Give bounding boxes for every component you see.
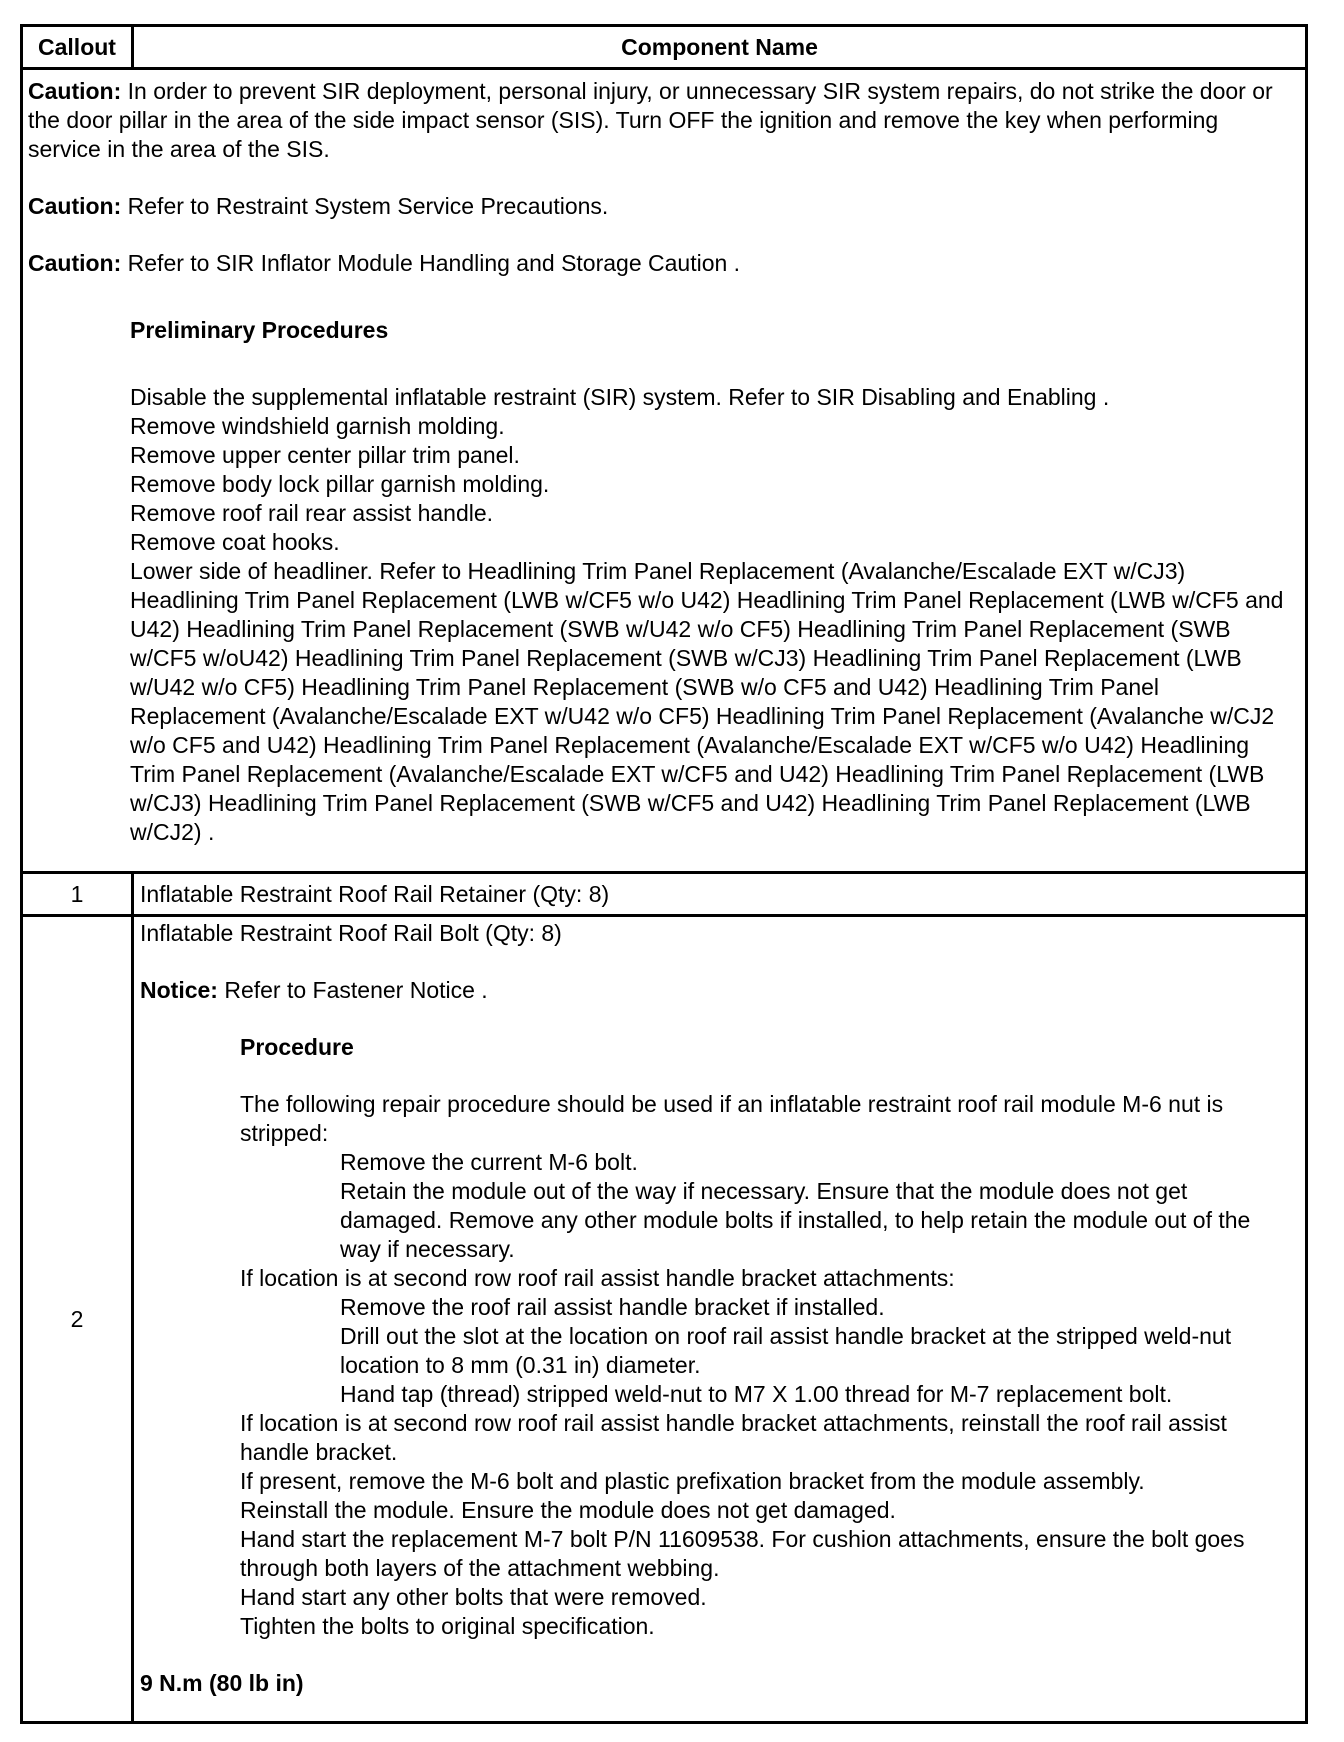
component-name: Inflatable Restraint Roof Rail Retainer (Qty: 8) <box>140 881 610 907</box>
procedure-intro: The following repair procedure should be used if an inflatable restraint roof rail module M-6 nut is stripped: <box>240 1091 1224 1146</box>
caution-label: Caution: <box>28 193 122 219</box>
prelim-step: Remove body lock pillar garnish molding. <box>130 471 550 497</box>
preliminary-procedures-title: Preliminary Procedures <box>130 317 389 343</box>
prelim-step: Remove windshield garnish molding. <box>130 413 505 439</box>
procedure-step: If present, remove the M-6 bolt and plastic prefixation bracket from the module assembly. <box>240 1468 1145 1494</box>
caution-label: Caution: <box>28 250 122 276</box>
table-row <box>23 874 1305 917</box>
procedure-substep: Remove the current M-6 bolt. <box>340 1149 638 1175</box>
procedure-step: If location is at second row roof rail assist handle bracket attachments: <box>240 1265 955 1291</box>
procedure-substep: Remove the roof rail assist handle bracket if installed. <box>340 1294 885 1320</box>
caution-text: Refer to Restraint System Service Precautions. <box>127 193 609 219</box>
procedure-substep: Retain the module out of the way if necessary. Ensure that the module does not get damaged. Remove any other module bolts if installed, to help retain the module out of the way if necessary. <box>340 1178 1251 1262</box>
component-table <box>20 24 1308 1724</box>
torque-spec: 9 N.m (80 lb in) <box>140 1670 304 1696</box>
notice-label: Notice: <box>140 977 218 1003</box>
component-name: Inflatable Restraint Roof Rail Bolt (Qty: 8) <box>140 920 562 946</box>
prelim-step: Remove upper center pillar trim panel. <box>130 442 520 468</box>
procedure-title: Procedure <box>240 1034 354 1060</box>
caution-text: In order to prevent SIR deployment, personal injury, or unnecessary SIR system repairs, do not strike the door or the door pillar in the area of the side impact sensor (SIS). Turn OFF the ignition and remove the key when performing service in the area of the SIS. <box>28 78 1273 162</box>
caution-3 <box>28 249 1297 278</box>
table-header <box>23 27 1305 70</box>
callout-number: 1 <box>23 874 134 914</box>
caution-1 <box>28 77 1297 164</box>
caution-text: Refer to SIR Inflator Module Handling and Storage Caution . <box>127 250 741 276</box>
header-component-name: Component Name <box>621 34 818 60</box>
caution-2 <box>28 192 1297 221</box>
notice-text: Refer to Fastener Notice . <box>224 977 488 1003</box>
caution-label: Caution: <box>28 78 122 104</box>
callout-number: 2 <box>23 917 134 1721</box>
procedure-step: Hand start any other bolts that were removed. <box>240 1584 707 1610</box>
procedure-substep: Hand tap (thread) stripped weld-nut to M7 X 1.00 thread for M-7 replacement bolt. <box>340 1381 1173 1407</box>
procedure-step: Reinstall the module. Ensure the module does not get damaged. <box>240 1497 896 1523</box>
prelim-step: Remove roof rail rear assist handle. <box>130 500 494 526</box>
procedure-step: Tighten the bolts to original specification. <box>240 1613 655 1639</box>
notice <box>140 976 1295 1005</box>
header-callout: Callout <box>23 27 134 67</box>
table-row <box>23 917 1305 1721</box>
prelim-step: Disable the supplemental inflatable restraint (SIR) system. Refer to SIR Disabling and Enabling . <box>130 384 1110 410</box>
procedure-step: Hand start the replacement M-7 bolt P/N 11609538. For cushion attachments, ensure the bolt goes through both layers of the attachment webbing. <box>240 1526 1245 1581</box>
prelim-step: Remove coat hooks. <box>130 529 340 555</box>
procedure-substep: Drill out the slot at the location on roof rail assist handle bracket at the stripped weld-nut location to 8 mm (0.31 in) diameter. <box>340 1323 1232 1378</box>
intro-section <box>23 70 1305 874</box>
prelim-step: Lower side of headliner. Refer to Headlining Trim Panel Replacement (Avalanche/Escalade EXT w/CJ3) Headlining Trim Panel Replacement (LWB w/CF5 w/o U42) Headlining Trim Panel Replacement (LWB w/CF5 and U42) Headlining Trim Panel Replacement (SWB w/U42 w/o CF5) Headlining Trim Panel Replacement (SWB w/CF5 w/oU42) Headlining Trim Panel Replacement (SWB w/CJ3) Headlining Trim Panel Replacement (LWB w/U42 w/o CF5) Headlining Trim Panel Replacement (SWB w/o CF5 and U42) Headlining Trim Panel Replacement (Avalanche/Escalade EXT w/U42 w/o CF5) Headlining Trim Panel Replacement (Avalanche w/CJ2 w/o CF5 and U42) Headlining Trim Panel Replacement (Avalanche/Escalade EXT w/CF5 w/o U42) Headlining Trim Panel Replacement (Avalanche/Escalade EXT w/CF5 and U42) Headlining Trim Panel Replacement (LWB w/CJ3) Headlining Trim Panel Replacement (SWB w/CF5 and U42) Headlining Trim Panel Replacement (LWB w/CJ2) . <box>130 558 1284 845</box>
procedure-step: If location is at second row roof rail assist handle bracket attachments, reinstall the roof rail assist handle bracket. <box>240 1410 1227 1465</box>
